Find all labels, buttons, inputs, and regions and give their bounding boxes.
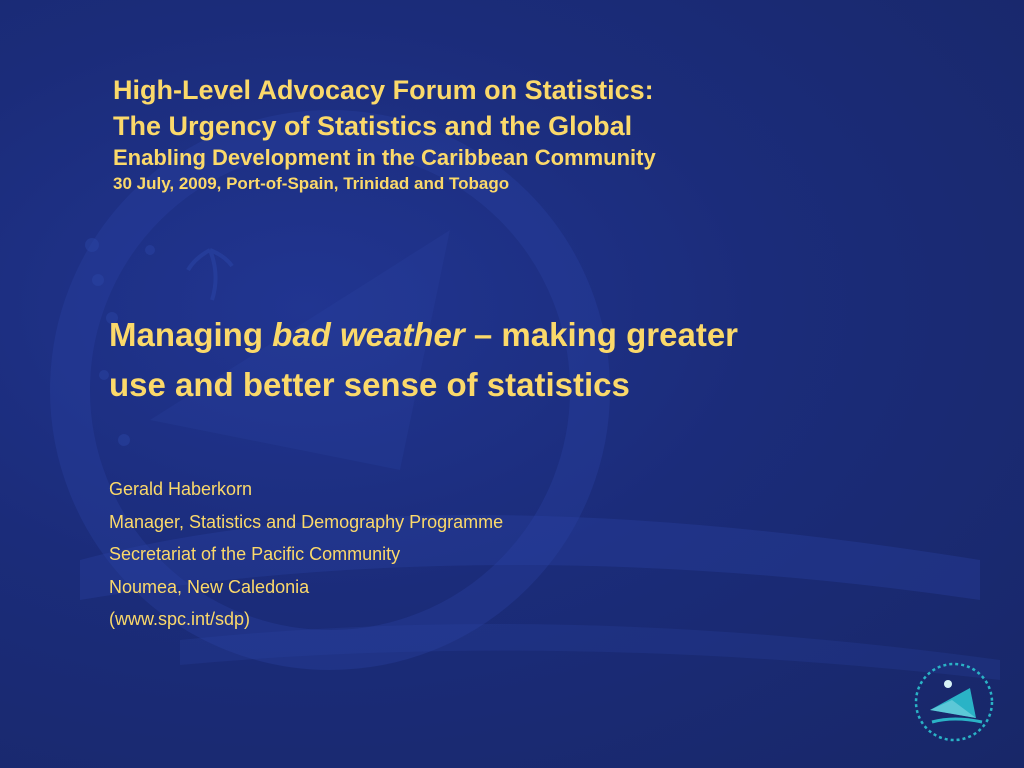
author-role: Manager, Statistics and Demography Programme xyxy=(109,511,504,532)
title-line-2: use and better sense of statistics xyxy=(109,366,630,403)
title-italic: bad weather xyxy=(272,316,465,353)
author-location: Noumea, New Caledonia xyxy=(109,576,310,597)
spc-sail-logo-icon xyxy=(912,660,996,744)
title-part-2: – making greater xyxy=(464,316,739,353)
header-line-1: High-Level Advocacy Forum on Statistics: xyxy=(113,75,654,105)
header-line-3: Enabling Development in the Caribbean Community xyxy=(113,145,656,170)
title-line-1 xyxy=(109,310,929,360)
title-part-1: Managing xyxy=(109,316,273,353)
author-organization: Secretariat of the Pacific Community xyxy=(109,544,401,564)
author-url: (www.spc.int/sdp) xyxy=(109,609,251,629)
author-block xyxy=(109,473,503,636)
presentation-title xyxy=(109,310,929,410)
header-date-location: 30 July, 2009, Port-of-Spain, Trinidad and Tobago xyxy=(113,174,510,193)
conference-header xyxy=(113,72,656,196)
header-line-2: The Urgency of Statistics and the Global xyxy=(113,111,633,141)
author-name: Gerald Haberkorn xyxy=(109,479,253,499)
